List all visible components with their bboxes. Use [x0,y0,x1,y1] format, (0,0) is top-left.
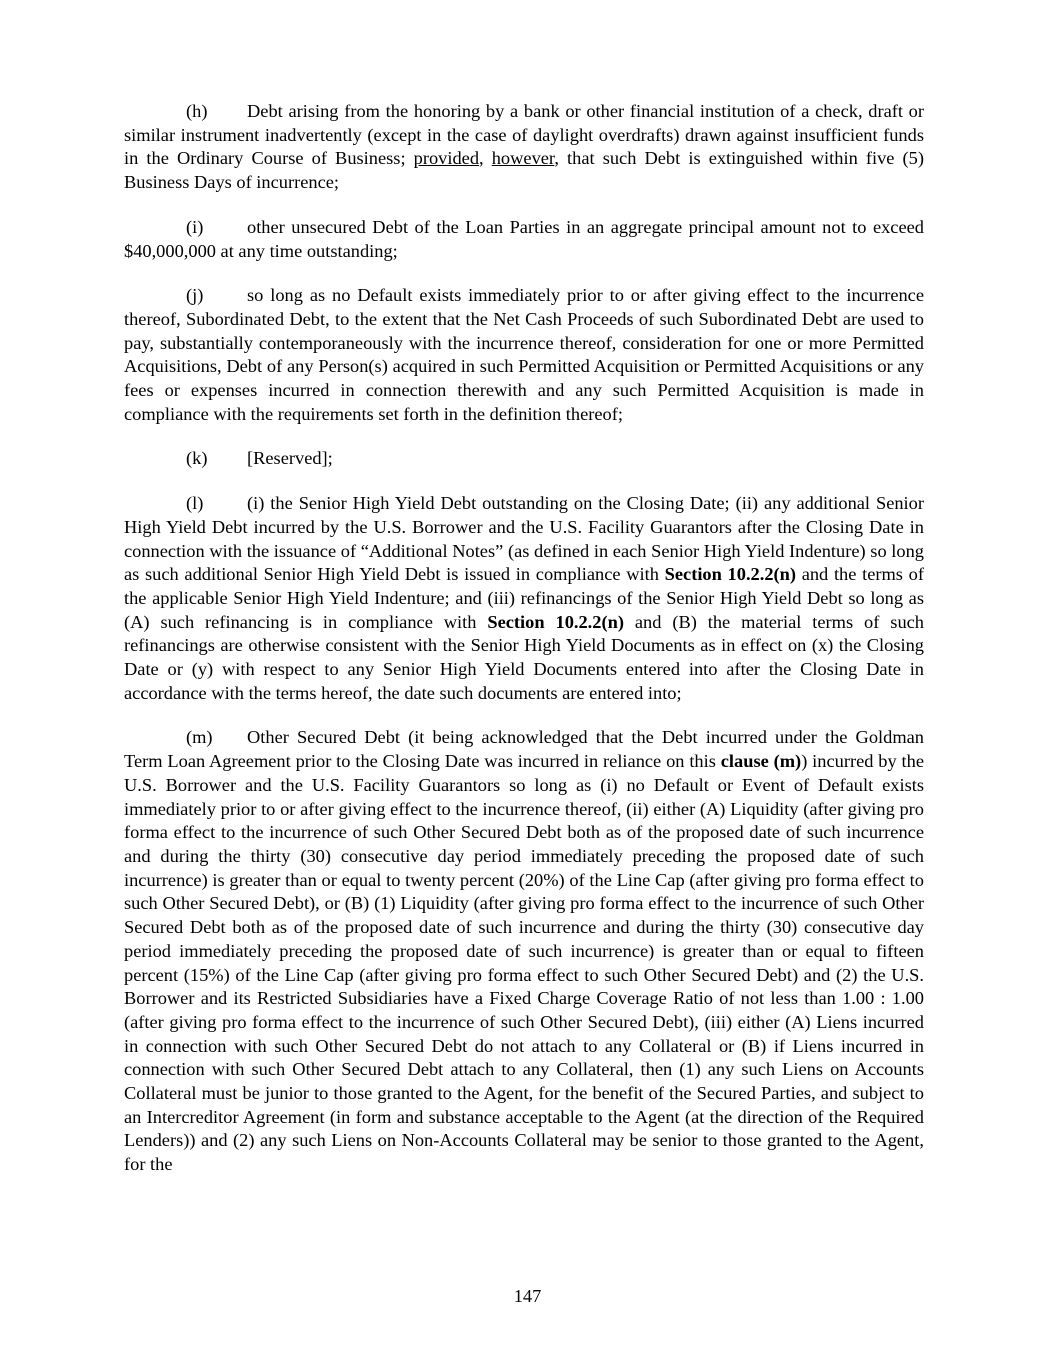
clause-k [124,447,924,471]
clause-l [124,492,924,705]
clause-text: , that such Debt is extinguished within five (5) Business Days of incurrence; [124,148,924,193]
clause-label: (k) [186,448,208,469]
provided-term: provided [413,148,480,169]
however-term: however [491,148,555,169]
clause-text: and the terms of the applicable Senior High Yield Indenture; and (iii) refinancings of the Senior High Yield Debt so long as (A) such refinancing is in compliance with [124,564,924,632]
clause-text: , [479,148,492,169]
clause-text: [Reserved]; [247,448,333,469]
clause-j [124,284,924,426]
clause-label: (m) [186,727,213,748]
clause-text: other unsecured Debt of the Loan Parties in an aggregate principal amount not to exceed $40,000,000 at any time outstanding; [124,216,924,261]
clause-reference: clause (m) [720,751,802,772]
clause-text: Other Secured Debt (it being acknowledged that the Debt incurred under the Goldman Term Loan Agreement prior to the Closing Date was incurred in reliance on this [124,727,924,772]
page-number: 147 [513,1286,542,1306]
clause-m [124,726,924,1176]
clause-label: (l) [186,493,204,514]
clause-h [124,100,924,195]
clause-text: Debt arising from the honoring by a bank or other financial institution of a check, draft or similar instrument inadvertently (except in the case of daylight overdrafts) drawn against insufficient funds in the Ordinary Course of Business; [124,101,924,169]
clause-label: (h) [186,101,208,121]
section-reference: Section 10.2.2(n) [487,611,624,632]
clause-label: (i) [186,216,204,237]
clause-i [124,216,924,263]
section-reference: Section 10.2.2(n) [664,564,796,585]
document-body [124,100,924,1198]
clause-text: ) incurred by the U.S. Borrower and the U.S. Facility Guarantors so long as (i) no Default or Event of Default exists immediately prior to or after giving effect to the incurrence thereof, (ii) either (A) Liquidity (after giving pro forma effect to the incurrence of such Other Secured Debt both as of the proposed date of such incurrence and during the thirty (30) consecutive day period immediately preceding the proposed date of such incurrence) is greater than or equal to twenty percent (20%) of the Line Cap (after giving pro forma effect to such Other Secured Debt), or (B) (1) Liquidity (after giving pro forma effect to the incurrence of such Other Secured Debt both as of the proposed date of such incurrence and during the thirty (30) consecutive day period immediately preceding the proposed date of such incurrence) is greater than or equal to fifteen percent (15%) of the Line Cap (after giving pro forma effect to such Other Secured Debt) and (2) the U.S. Borrower and its Restricted Subsidiaries have a Fixed Charge Coverage Ratio of not less than 1.00 : 1.00 (after giving pro forma effect to the incurrence of such Other Secured Debt), (iii) either (A) Liens incurred in connection with such Other Secured Debt do not attach to any Collateral or (B) if Liens incurred in connection with such Other Secured Debt attach to any Collateral, then (1) any such Liens on Accounts Collateral must be junior to those granted to the Agent, for the benefit of the Secured Parties, and subject to an Intercreditor Agreement (in form and substance acceptable to the Agent (at the direction of the Required Lenders)) and (2) any such Liens on Non-Accounts Collateral may be senior to those granted to the Agent, for the [124,751,924,1175]
clause-text: and (B) the material terms of such refinancings are otherwise consistent with the Senior High Yield Documents as in effect on (x) the Closing Date or (y) with respect to any Senior High Yield Documents entered into after the Closing Date in accordance with the terms hereof, the date such documents are entered into; [124,611,924,703]
clause-text: (i) the Senior High Yield Debt outstanding on the Closing Date; (ii) any additional Senior High Yield Debt incurred by the U.S. Borrower and the U.S. Facility Guarantors after the Closing Date in connection with the issuance of “Additional Notes” (as defined in each Senior High Yield Indenture) so long as such additional Senior High Yield Debt is issued in compliance with [124,493,924,585]
clause-label: (j) [186,285,204,306]
clause-text: so long as no Default exists immediately prior to or after giving effect to the incurrence thereof, Subordinated Debt, to the extent that the Net Cash Proceeds of such Subordinated Debt are used to pay, substantially contemporaneously with the incurrence thereof, consideration for one or more Permitted Acquisitions, Debt of any Person(s) acquired in such Permitted Acquisition or Permitted Acquisitions or any fees or expenses incurred in connection therewith and any such Permitted Acquisition is made in compliance with the requirements set forth in the definition thereof; [124,285,924,424]
